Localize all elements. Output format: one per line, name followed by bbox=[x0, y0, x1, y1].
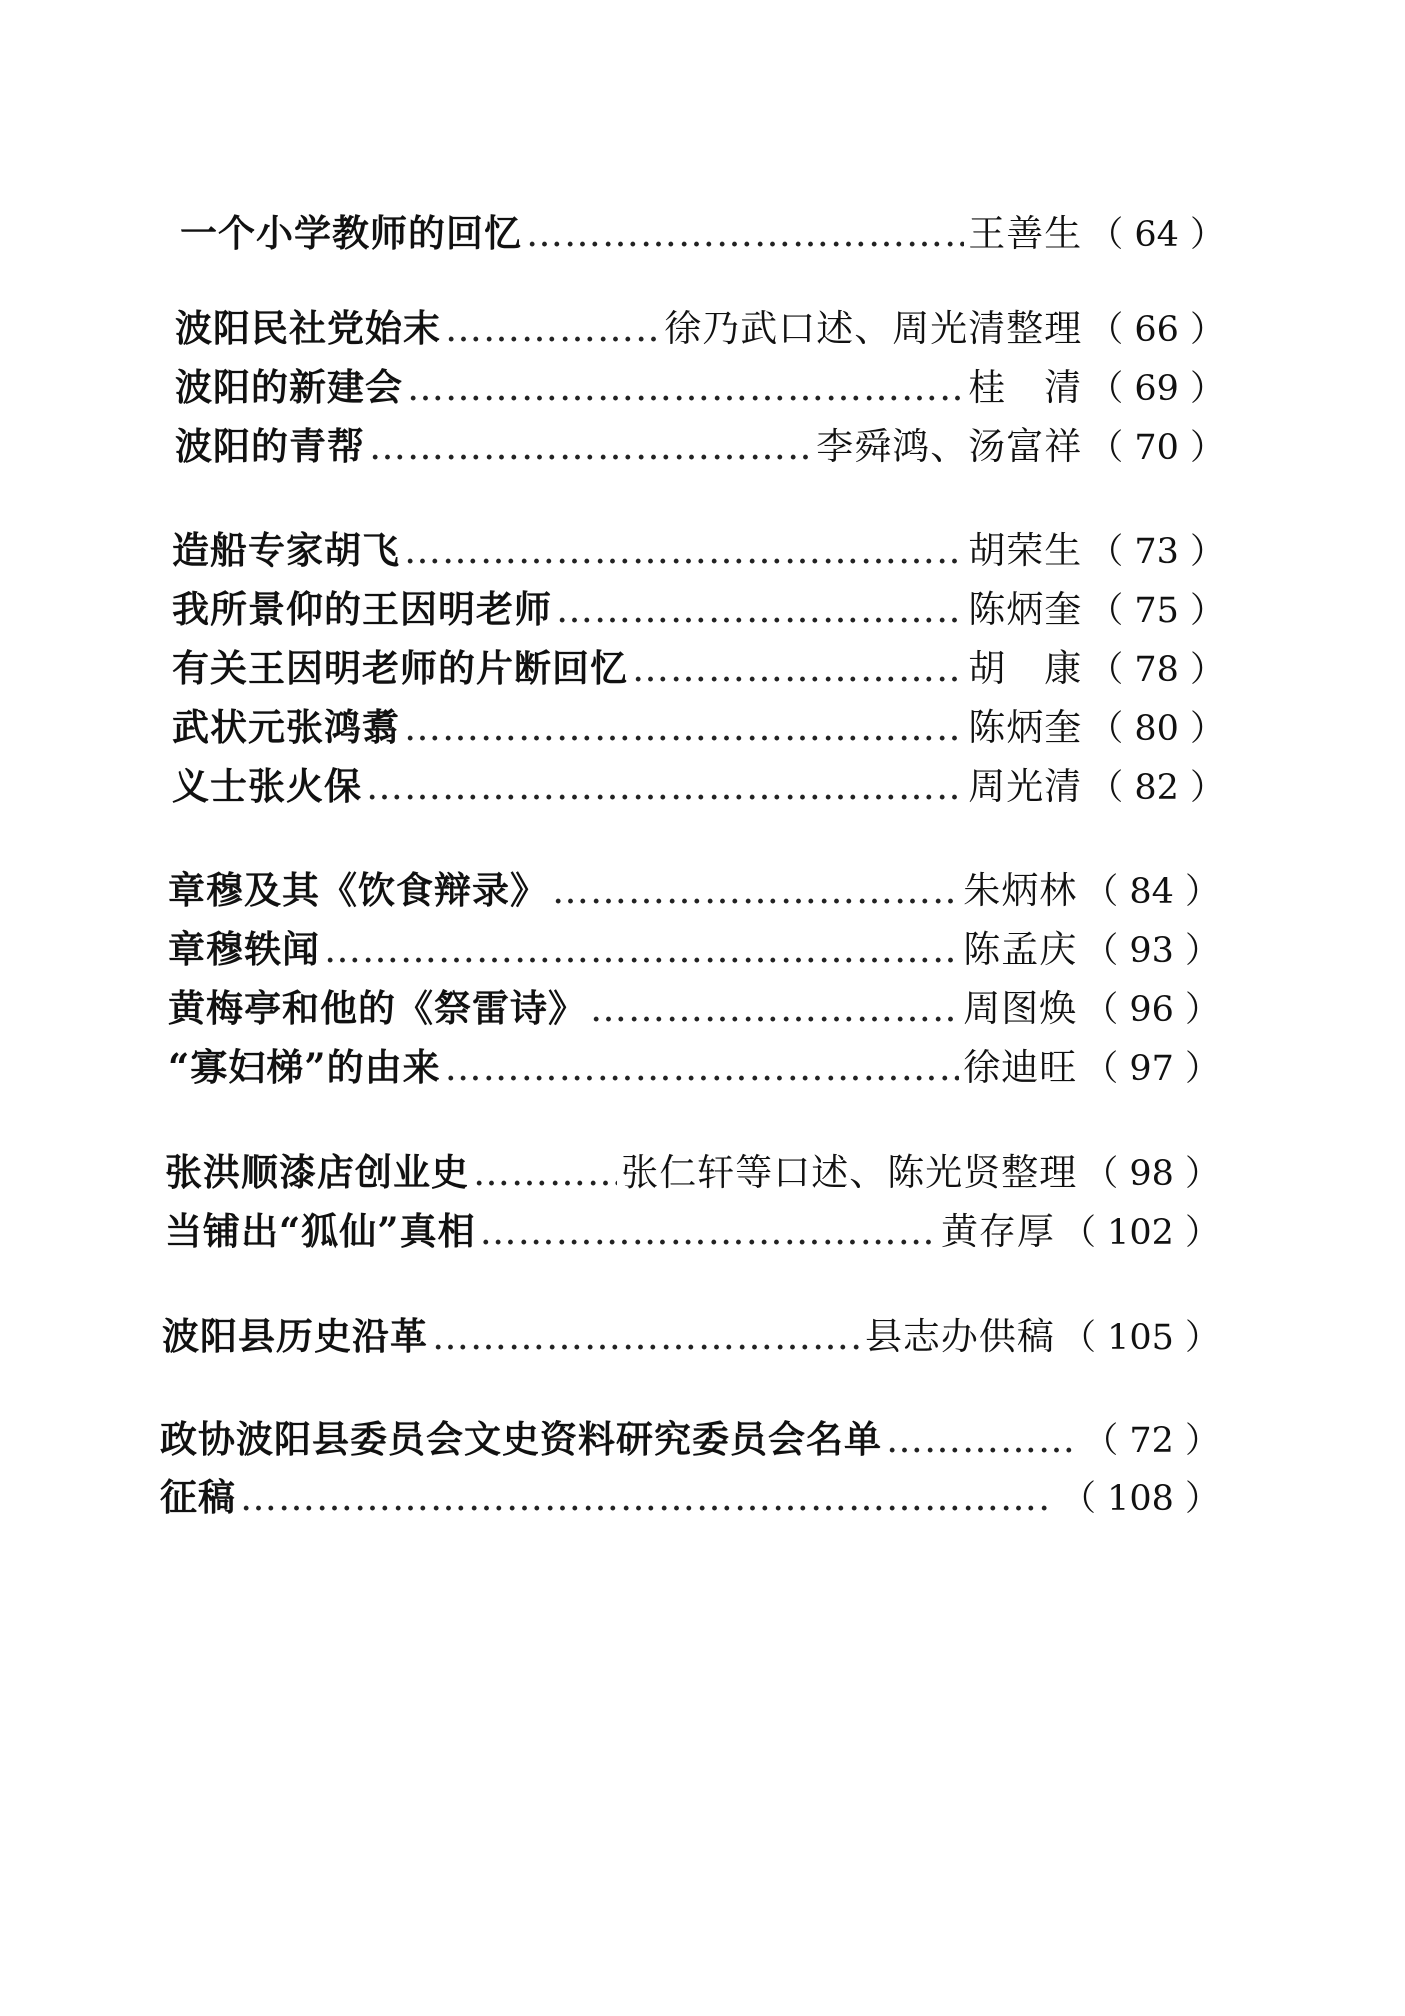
toc-entry-author: 张仁轩等口述、陈光贤整理 bbox=[621, 1151, 1078, 1194]
toc-entry-title: 一个小学教师的回忆 bbox=[180, 211, 522, 255]
toc-entry bbox=[160, 1414, 1220, 1464]
toc-entry-title: 波阳民社党始末 bbox=[175, 306, 441, 350]
toc-entry-page: （ 66 ） bbox=[1088, 310, 1225, 350]
dot-leader bbox=[590, 984, 959, 1034]
dot-leader bbox=[632, 644, 964, 694]
toc-entry-title: 张洪顺漆店创业史 bbox=[165, 1150, 469, 1194]
toc-entry bbox=[168, 865, 1220, 915]
toc-entry bbox=[162, 1311, 1220, 1361]
toc-entry-author: 周图焕 bbox=[963, 987, 1078, 1030]
toc-entry-author: 周光清 bbox=[968, 765, 1083, 808]
toc-entry bbox=[168, 1042, 1220, 1092]
dot-leader bbox=[556, 585, 964, 635]
toc-entry-author: 黄存厚 bbox=[940, 1210, 1055, 1253]
toc-entry-title: “寡妇梯”的由来 bbox=[168, 1045, 441, 1089]
toc-entry bbox=[175, 421, 1225, 471]
toc-entry-author: 陈孟庆 bbox=[963, 928, 1078, 971]
dot-leader bbox=[404, 526, 964, 576]
toc-entry-author: 县志办供稿 bbox=[864, 1315, 1055, 1358]
toc-entry-page: （ 64 ） bbox=[1088, 215, 1225, 255]
dot-leader bbox=[369, 422, 812, 472]
dot-leader bbox=[407, 363, 964, 413]
toc-entry-page: （ 78 ） bbox=[1088, 650, 1225, 690]
toc-entry-page: （ 73 ） bbox=[1088, 532, 1225, 572]
toc-entry-title: 波阳的青帮 bbox=[175, 424, 365, 468]
toc-entry bbox=[172, 584, 1225, 634]
toc-entry-title: 波阳的新建会 bbox=[175, 365, 403, 409]
dot-leader bbox=[473, 1148, 617, 1198]
toc-entry bbox=[172, 761, 1225, 811]
toc-entry-title: 波阳县历史沿革 bbox=[162, 1314, 428, 1358]
toc-entry-author: 陈炳奎 bbox=[968, 588, 1083, 631]
toc-entry-title: 政协波阳县委员会文史资料研究委员会名单 bbox=[160, 1417, 882, 1461]
toc-entry bbox=[180, 208, 1225, 258]
toc-entry-title: 有关王因明老师的片断回忆 bbox=[172, 646, 628, 690]
dot-leader bbox=[445, 1043, 960, 1093]
toc-entry-page: （ 75 ） bbox=[1088, 591, 1225, 631]
toc-entry-title: 当铺出“狐仙”真相 bbox=[165, 1209, 476, 1253]
toc-entry-author: 徐乃武口述、周光清整理 bbox=[664, 307, 1083, 350]
toc-entry bbox=[172, 702, 1225, 752]
toc-entry bbox=[160, 1472, 1220, 1522]
toc-entry-page: （ 84 ） bbox=[1083, 872, 1220, 912]
toc-entry bbox=[175, 303, 1225, 353]
toc-entry-page: （ 97 ） bbox=[1083, 1049, 1220, 1089]
toc-entry-page: （ 98 ） bbox=[1083, 1154, 1220, 1194]
toc-entry-page: （ 80 ） bbox=[1088, 709, 1225, 749]
toc-entry-author: 陈炳奎 bbox=[968, 706, 1083, 749]
toc-entry bbox=[175, 362, 1225, 412]
dot-leader bbox=[240, 1473, 1051, 1523]
dot-leader bbox=[366, 762, 964, 812]
toc-entry-page: （ 93 ） bbox=[1083, 931, 1220, 971]
dot-leader bbox=[445, 304, 660, 354]
toc-entry bbox=[165, 1147, 1220, 1197]
toc-entry-page: （ 96 ） bbox=[1083, 990, 1220, 1030]
toc-entry-title: 造船专家胡飞 bbox=[172, 528, 400, 572]
toc-entry-page: （ 69 ） bbox=[1088, 369, 1225, 409]
toc-entry-page: （ 70 ） bbox=[1088, 428, 1225, 468]
toc-entry bbox=[168, 983, 1220, 1033]
toc-entry-author: 徐迪旺 bbox=[963, 1046, 1078, 1089]
toc-entry bbox=[168, 924, 1220, 974]
toc-entry-author: 胡荣生 bbox=[968, 529, 1083, 572]
dot-leader bbox=[480, 1207, 937, 1257]
toc-entry-author: 王善生 bbox=[968, 212, 1083, 255]
toc-entry-page: （ 82 ） bbox=[1088, 768, 1225, 808]
toc-entry bbox=[172, 643, 1225, 693]
dot-leader bbox=[552, 866, 959, 916]
toc-entry bbox=[172, 525, 1225, 575]
toc-entry-page: （ 105 ） bbox=[1060, 1318, 1220, 1358]
toc-entry-page: （ 102 ） bbox=[1060, 1213, 1220, 1253]
toc-entry-page: （ 72 ） bbox=[1083, 1421, 1220, 1461]
toc-entry-title: 我所景仰的王因明老师 bbox=[172, 587, 552, 631]
toc-entry-author: 朱炳林 bbox=[963, 869, 1078, 912]
toc-entry-title: 征稿 bbox=[160, 1475, 236, 1519]
toc-entry-title: 章穆及其《饮食辩录》 bbox=[168, 868, 548, 912]
toc-entry bbox=[165, 1206, 1220, 1256]
dot-leader bbox=[526, 209, 964, 259]
dot-leader bbox=[404, 703, 964, 753]
dot-leader bbox=[432, 1312, 861, 1362]
toc-entry-title: 章穆轶闻 bbox=[168, 927, 320, 971]
toc-entry-page: （ 108 ） bbox=[1060, 1479, 1220, 1519]
dot-leader bbox=[324, 925, 959, 975]
toc-entry-author: 桂 清 bbox=[968, 366, 1083, 409]
dot-leader bbox=[886, 1415, 1073, 1465]
toc-entry-author: 胡 康 bbox=[968, 647, 1083, 690]
toc-entry-title: 义士张火保 bbox=[172, 764, 362, 808]
toc-entry-title: 黄梅亭和他的《祭雷诗》 bbox=[168, 986, 586, 1030]
toc-entry-title: 武状元张鸿翥 bbox=[172, 705, 400, 749]
toc-entry-author: 李舜鸿、汤富祥 bbox=[816, 425, 1083, 468]
